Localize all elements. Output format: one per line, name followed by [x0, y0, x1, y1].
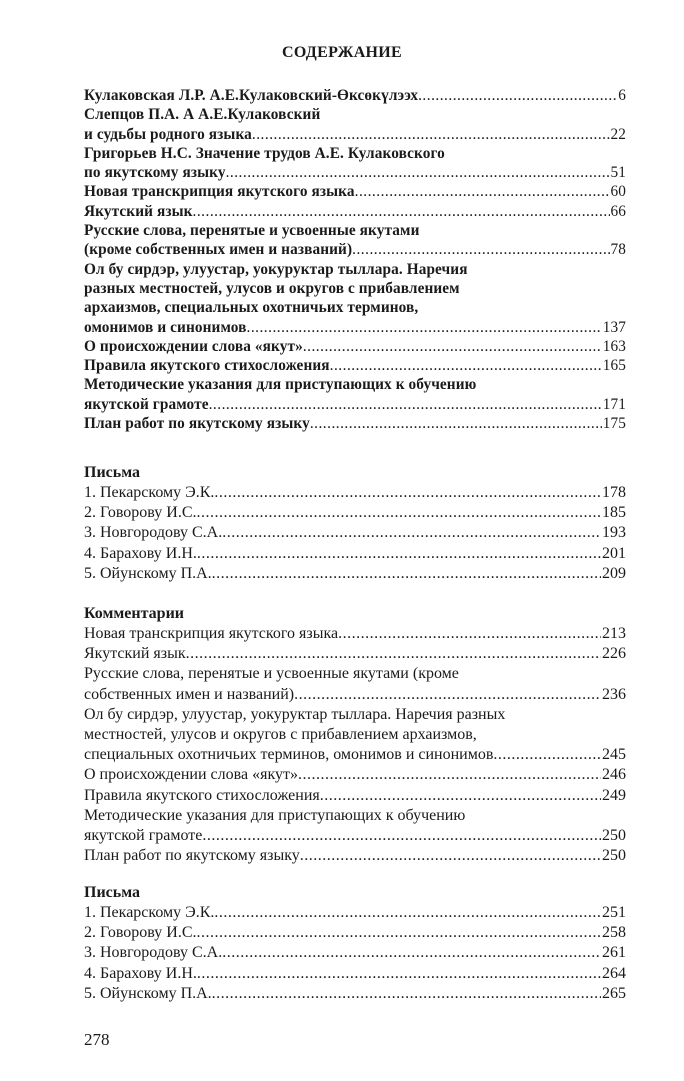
- toc-entry-line: [84, 86, 626, 105]
- dot-leader: [493, 745, 601, 765]
- toc-entry: [84, 806, 626, 846]
- dot-leader: [247, 318, 602, 337]
- toc-entry: [84, 765, 626, 785]
- toc-entry: [84, 664, 626, 704]
- toc-entry-line: [84, 685, 626, 705]
- toc-entry-line: [84, 105, 626, 124]
- toc-entry-line: [84, 624, 626, 644]
- entry-title: 3. Новгородову С.А.: [84, 944, 223, 962]
- toc-entry: [84, 705, 626, 766]
- dot-leader: [212, 564, 601, 584]
- toc-entry-line: [84, 705, 626, 725]
- dot-leader: [338, 624, 601, 644]
- entry-title: Якутский язык: [84, 645, 186, 663]
- toc-entry-line: [84, 202, 626, 221]
- entry-page-number: 163: [602, 337, 626, 355]
- entry-title: 3. Новгородову С.А.: [84, 524, 223, 542]
- dot-leader: [418, 86, 617, 105]
- dot-leader: [330, 356, 602, 375]
- entry-page-number: 165: [602, 357, 626, 375]
- entry-title: якутской грамоте: [84, 826, 203, 844]
- dot-leader: [214, 903, 601, 923]
- entry-title: Русские слова, перенятые и усвоенные якутами (кроме: [84, 665, 459, 683]
- entry-page-number: 246: [602, 766, 626, 784]
- entry-page-number: 250: [602, 826, 626, 844]
- dot-leader: [310, 414, 602, 433]
- section-heading: Письма: [84, 464, 141, 481]
- toc-entry-line: [84, 395, 626, 414]
- entry-page-number: 209: [602, 564, 626, 582]
- entry-title: Методические указания для приступающих к обучению: [84, 376, 477, 394]
- toc-entry-line: [84, 644, 626, 664]
- entry-page-number: 264: [602, 964, 626, 982]
- toc-entry-line: [84, 725, 626, 745]
- toc-entry-line: [84, 337, 626, 356]
- entry-title: Ол бу сирдэр, улуустар, уокуруктар тыллара. Наречия разных: [84, 705, 506, 723]
- entry-title: и судьбы родного языка: [84, 125, 252, 143]
- dot-leader: [303, 337, 602, 356]
- dot-leader: [197, 544, 601, 564]
- entry-title: Григорьев Н.С. Значение трудов А.Е. Кулаковского: [84, 144, 445, 162]
- toc-entry-line: [84, 182, 626, 201]
- toc-entry-line: [84, 163, 626, 182]
- dot-leader: [294, 685, 601, 705]
- entry-title: План работ по якутскому языку: [84, 847, 300, 865]
- entry-page-number: 51: [610, 164, 626, 182]
- entry-title: 5. Ойунскому П.А.: [84, 564, 212, 582]
- entry-page-number: 60: [610, 183, 626, 201]
- entry-title: по якутскому языку: [84, 164, 226, 182]
- toc-entry-line: [84, 826, 626, 846]
- dot-leader: [209, 395, 602, 414]
- toc-entry: [84, 260, 626, 337]
- entry-page-number: 265: [602, 984, 626, 1002]
- toc-entry: [84, 356, 626, 375]
- toc-entry: [84, 984, 626, 1004]
- dot-leader: [193, 202, 610, 221]
- entry-title: О происхождении слова «якут»: [84, 766, 298, 784]
- toc-main: [84, 86, 626, 433]
- entry-title: План работ по якутскому языку: [84, 415, 310, 433]
- entry-page-number: 6: [618, 87, 626, 104]
- entry-title: собственных имен и названий): [84, 685, 295, 703]
- entry-title: 1. Пекарскому Э.К.: [84, 904, 215, 921]
- toc-entry: [84, 414, 626, 433]
- dot-leader: [197, 923, 601, 943]
- toc-entry-line: [84, 356, 626, 375]
- entry-page-number: 185: [602, 504, 626, 522]
- entry-page-number: 201: [602, 544, 626, 562]
- toc-entry-line: [84, 745, 626, 765]
- entry-title: 2. Говорову И.С.: [84, 504, 197, 522]
- entry-page-number: 66: [610, 202, 626, 220]
- entry-page-number: 261: [602, 944, 626, 962]
- dot-leader: [186, 644, 601, 664]
- dot-leader: [197, 503, 601, 523]
- toc-entry-line: [84, 240, 626, 259]
- entry-title: Слепцов П.А. А А.Е.Кулаковский: [84, 106, 321, 124]
- toc-entry-line: [84, 765, 626, 785]
- dot-leader: [222, 523, 601, 543]
- toc-entry: [84, 846, 626, 866]
- toc-entry: [84, 221, 626, 260]
- toc-comments: [84, 603, 626, 866]
- toc-entry-line: [84, 375, 626, 394]
- page-number: 278: [84, 1030, 110, 1049]
- toc-entry: [84, 105, 626, 144]
- toc-entry: [84, 375, 626, 414]
- entry-page-number: 78: [610, 241, 626, 259]
- entry-title: Методические указания для приступающих к обучению: [84, 806, 466, 824]
- toc-entry-line: [84, 984, 626, 1004]
- toc-entry: [84, 544, 626, 564]
- entry-title: Новая транскрипция якутского языка: [84, 625, 339, 642]
- entry-page-number: 245: [602, 746, 626, 764]
- toc-entry: [84, 202, 626, 221]
- entry-title: Якутский язык: [84, 202, 193, 220]
- toc-letters-1: [84, 462, 626, 584]
- toc-entry-line: [84, 503, 626, 523]
- entry-title: специальных охотничьих терминов, омонимов и синонимов: [84, 746, 494, 764]
- toc-entry: [84, 337, 626, 356]
- page-title: СОДЕРЖАНИЕ: [281, 44, 403, 61]
- toc-entry-line: [84, 523, 626, 543]
- entry-page-number: 250: [602, 847, 626, 865]
- entry-page-number: 258: [602, 924, 626, 942]
- toc-entry-line: [84, 964, 626, 984]
- dot-leader: [352, 240, 609, 259]
- dot-leader: [197, 964, 601, 984]
- dot-leader: [298, 765, 601, 785]
- entry-title: 5. Ойунскому П.А.: [84, 984, 212, 1002]
- toc-entry-line: [84, 544, 626, 564]
- toc-entry-line: [84, 846, 626, 866]
- toc-letters-2: [84, 882, 626, 1004]
- toc-entry: [84, 644, 626, 664]
- entry-title: 4. Барахову И.Н.: [84, 964, 197, 982]
- entry-title: Правила якутского стихосложения: [84, 786, 320, 804]
- dot-leader: [226, 163, 610, 182]
- entry-title: 1. Пекарскому Э.К.: [84, 484, 215, 501]
- toc-entry-line: [84, 279, 626, 298]
- toc-entry: [84, 182, 626, 201]
- entry-page-number: 236: [602, 685, 626, 703]
- toc-entry-line: [84, 923, 626, 943]
- toc-entry-line: [84, 144, 626, 163]
- toc-entry: [84, 903, 626, 923]
- dot-leader: [300, 846, 601, 866]
- toc-entry: [84, 523, 626, 543]
- toc-entry: [84, 923, 626, 943]
- dot-leader: [222, 943, 601, 963]
- toc-entry: [84, 564, 626, 584]
- entry-page-number: 171: [602, 395, 626, 413]
- entry-page-number: 193: [602, 524, 626, 542]
- toc-entry-line: [84, 786, 626, 806]
- entry-title: разных местностей, улусов и округов с прибавлением: [84, 279, 460, 297]
- toc-entry-line: [84, 298, 626, 317]
- toc-entry-line: [84, 943, 626, 963]
- entry-title: местностей, улусов и округов с прибавлением архаизмов,: [84, 725, 477, 743]
- toc-entry-line: [84, 564, 626, 584]
- toc-entry: [84, 964, 626, 984]
- entry-title: омонимов и синонимов: [84, 318, 247, 336]
- entry-page-number: 22: [610, 125, 626, 143]
- dot-leader: [355, 182, 610, 201]
- toc-entry: [84, 483, 626, 503]
- entry-title: О происхождении слова «якут»: [84, 337, 303, 355]
- entry-page-number: 251: [602, 904, 626, 921]
- dot-leader: [320, 786, 601, 806]
- toc-entry-line: [84, 483, 626, 503]
- dot-leader: [252, 125, 610, 144]
- entry-page-number: 175: [602, 415, 626, 433]
- toc-entry-line: [84, 806, 626, 826]
- entry-title: 4. Барахову И.Н.: [84, 544, 197, 562]
- entry-page-number: 137: [602, 318, 626, 336]
- entry-page-number: 213: [602, 625, 626, 642]
- entry-title: Русские слова, перенятые и усвоенные якутами: [84, 222, 420, 240]
- toc-entry-line: [84, 903, 626, 923]
- entry-title: архаизмов, специальных охотничьих терминов,: [84, 299, 419, 317]
- entry-page-number: 249: [602, 786, 626, 804]
- entry-title: Кулаковская Л.Р. А.Е.Кулаковский-Өксөкүлээх: [84, 87, 419, 104]
- toc-entry-line: [84, 125, 626, 144]
- toc-entry: [84, 503, 626, 523]
- entry-title: 2. Говорову И.С.: [84, 924, 197, 942]
- toc-entry: [84, 144, 626, 183]
- toc-entry-line: [84, 664, 626, 684]
- entry-page-number: 178: [602, 484, 626, 501]
- toc-entry: [84, 943, 626, 963]
- dot-leader: [214, 483, 601, 503]
- dot-leader: [212, 984, 601, 1004]
- toc-entry-line: [84, 221, 626, 240]
- entry-title: якутской грамоте: [84, 395, 209, 413]
- entry-page-number: 226: [602, 645, 626, 663]
- entry-title: Ол бу сирдэр, улуустар, уокуруктар тыллара. Наречия: [84, 260, 468, 278]
- section-heading: Письма: [84, 884, 141, 901]
- toc-entry-line: [84, 260, 626, 279]
- toc-entry-line: [84, 414, 626, 433]
- dot-leader: [202, 826, 601, 846]
- toc-entry: [84, 624, 626, 644]
- entry-title: Правила якутского стихосложения: [84, 357, 330, 375]
- entry-title: Новая транскрипция якутского языка: [84, 183, 355, 201]
- toc-entry-line: [84, 318, 626, 337]
- section-heading: Комментарии: [84, 605, 185, 622]
- toc-entry: [84, 786, 626, 806]
- entry-title: (кроме собственных имен и названий): [84, 241, 353, 259]
- toc-entry: [84, 86, 626, 105]
